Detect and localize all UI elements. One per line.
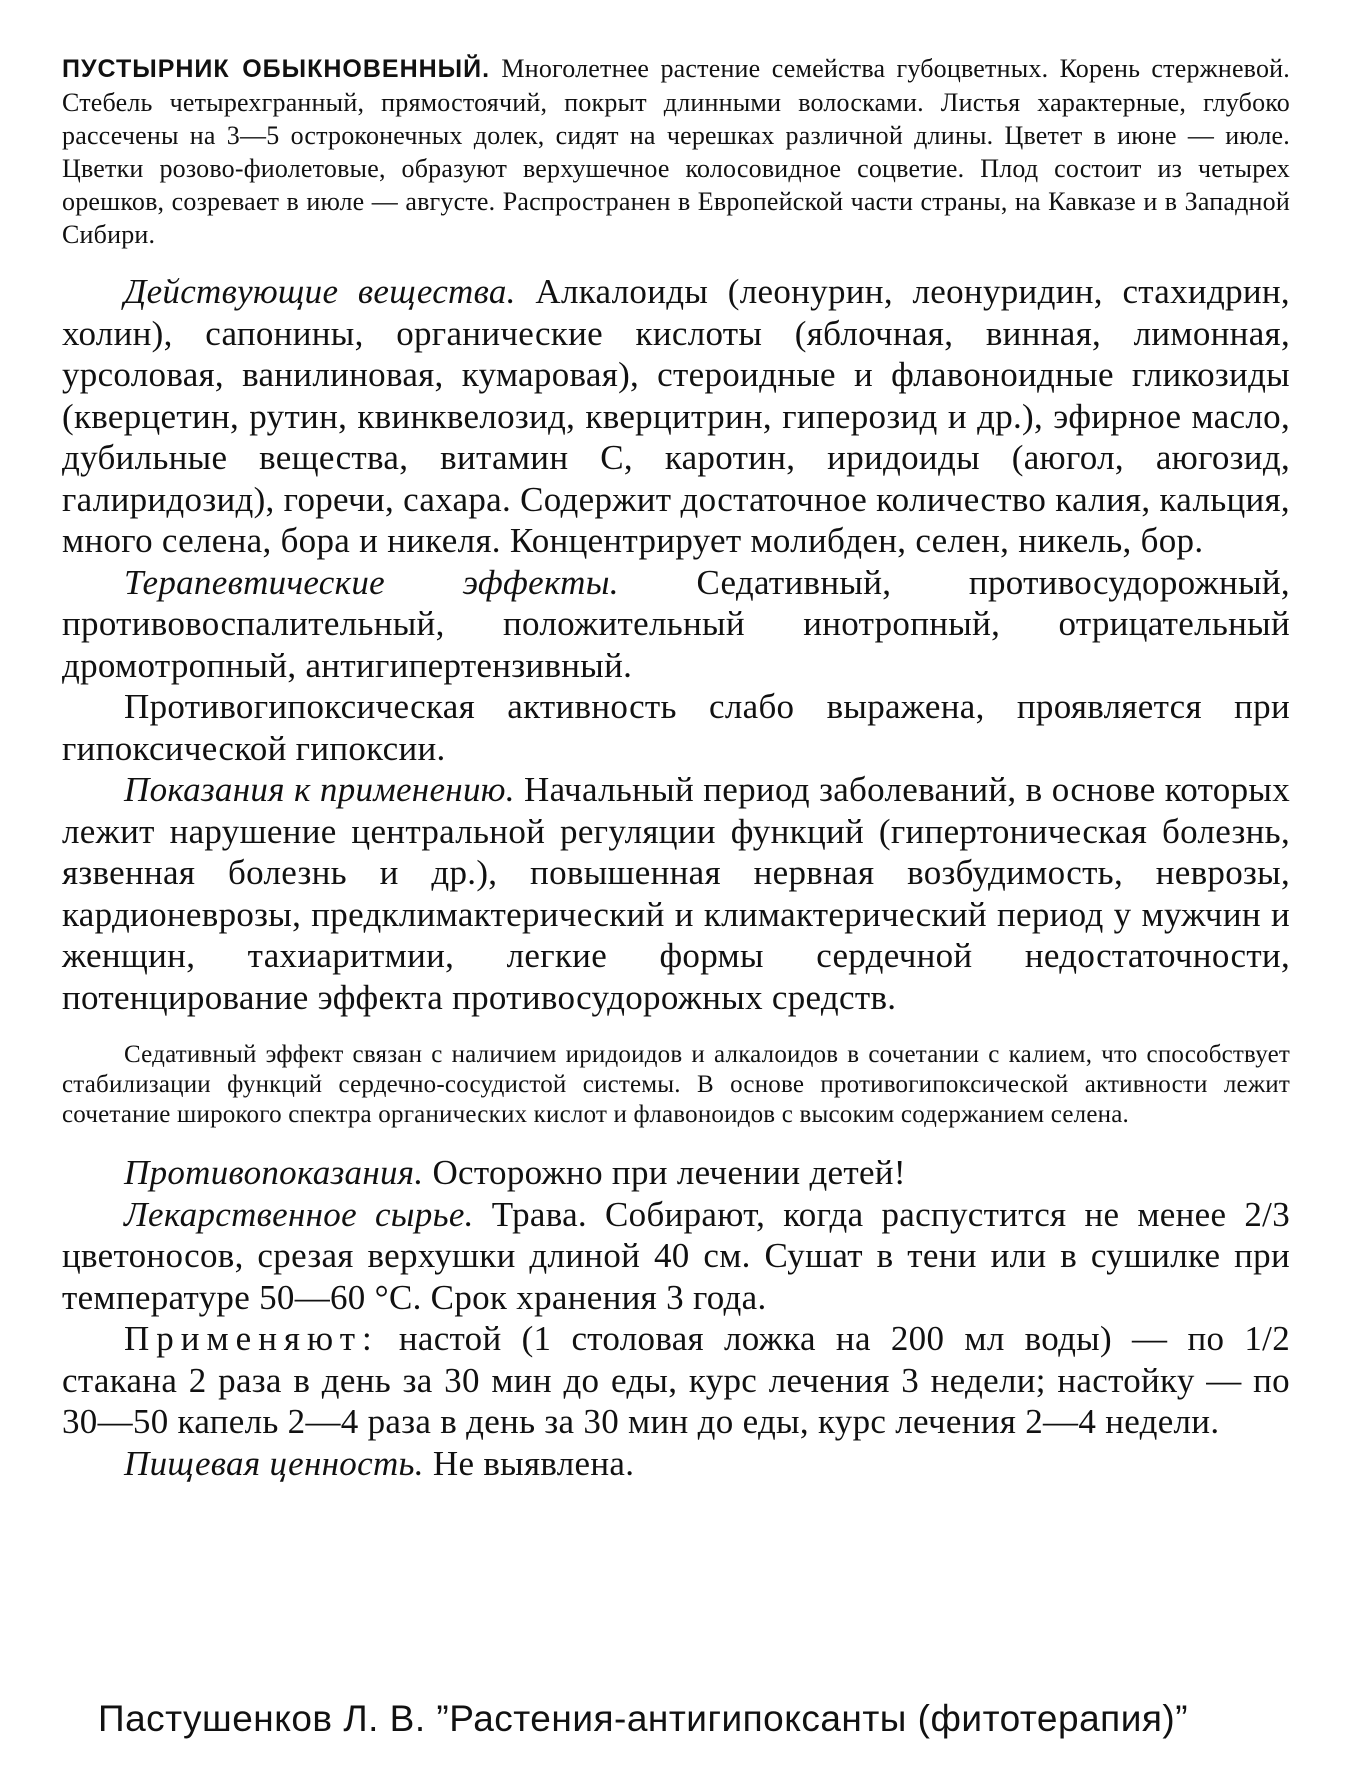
therapeutic-effects-text: Седативный, противосудорожный, противовоспалительный, положительный инотропный, отрицательный дромотропный, антигипертензивный.: [62, 562, 1290, 685]
therapeutic-effects-paragraph: [62, 562, 1290, 687]
active-substances-text: Алкалоиды (леонурин, леонуридин, стахидрин, холин), сапонины, органические кислоты (яблочная, винная, лимонная, урсоловая, ванилиновая, кумаровая), стероидные и флавоноидные гликозиды (кверцетин, рутин, квинквелозид, кверцитрин, гиперозид и др.), эфирное масло, дубильные вещества, витамин С, каротин, иридоиды (аюгол, аюгозид, галиридозид), горечи, сахара. Содержит достаточное количество калия, кальция, много селена, бора и никеля. Концентрирует молибден, селен, никель, бор.: [62, 272, 1290, 560]
plant-description-text: Многолетнее растение семейства губоцветных. Корень стержневой. Стебель четырехгранный, прямостоячий, покрыт длинными волосками. Листья характерные, глубоко рассечены на 3—5 остроконечных долек, сидят на черешках различной длины. Цветет в июне — июле. Цветки розово-фиолетовые, образуют верхушечное колосовидное соцветие. Плод состоит из четырех орешков, созревает в июле — августе. Распространен в Европейской части страны, на Кавказе и в Западной Сибири.: [62, 54, 1290, 249]
raw-material-heading: Лекарственное сырье.: [124, 1194, 474, 1234]
nutrition-paragraph: [62, 1443, 1290, 1485]
contraindications-paragraph: [62, 1152, 1290, 1194]
raw-material-text: Трава. Собирают, когда распустится не менее 2/3 цветоносов, срезая верхушки длиной 40 см. Сушат в тени или в сушилке при температуре 50—60 °C. Срок хранения 3 года.: [62, 1194, 1290, 1317]
raw-material-paragraph: [62, 1194, 1290, 1319]
active-substances-paragraph: [62, 271, 1290, 562]
contraindications-text: Осторожно при лечении детей!: [432, 1153, 906, 1192]
indications-text: Начальный период заболеваний, в основе которых лежит нарушение центральной регуляции функций (гипертоническая болезнь, язвенная болезнь и др.), повышенная нервная возбудимость, неврозы, кардионеврозы, предклимактерический и климактерический период у мужчин и женщин, тахиаритмии, легкие формы сердечной недостаточности, потенцирование эффекта противосудорожных средств.: [62, 770, 1290, 1017]
note-paragraph: [62, 1040, 1290, 1130]
indications-heading: Показания к применению.: [124, 770, 515, 809]
note-text: Седативный эффект связан с наличием иридоидов и алкалоидов в сочетании с калием, что способствует стабилизации функций сердечно-сосудистой системы. В основе противогипоксической активности лежит сочетание широкого спектра органических кислот и флавоноидов с высоким содержанием селена.: [62, 1041, 1290, 1128]
nutrition-heading: Пищевая ценность.: [124, 1443, 424, 1483]
article-page: [62, 52, 1290, 1484]
nutrition-text: Не выявлена.: [432, 1443, 635, 1483]
plant-description-paragraph: [62, 52, 1290, 251]
source-citation: Пастушенков Л. В. ”Растения-антигипоксанты (фитотерапия)”: [98, 1698, 1189, 1739]
antihypoxic-text: Противогипоксическая активность слабо выражена, проявляется при гипоксической гипоксии.: [62, 687, 1290, 768]
therapeutic-effects-heading: Терапевтические эффекты.: [124, 562, 619, 602]
usage-heading: Применяют:: [124, 1319, 379, 1358]
usage-text: настой (1 столовая ложка на 200 мл воды) — по 1/2 стакана 2 раза в день за 30 мин до еды, курс лечения 3 недели; настойку — по 30—50 капель 2—4 раза в день за 30 мин до еды, курс лечения 2—4 недели.: [62, 1319, 1290, 1441]
active-substances-heading: Действующие вещества.: [124, 272, 516, 311]
article-title: ПУСТЫРНИК ОБЫКНОВЕННЫЙ.: [62, 55, 491, 83]
contraindications-heading: Противопоказания.: [124, 1153, 424, 1192]
usage-paragraph: [62, 1318, 1290, 1443]
antihypoxic-paragraph: [62, 686, 1290, 769]
indications-paragraph: [62, 769, 1290, 1018]
